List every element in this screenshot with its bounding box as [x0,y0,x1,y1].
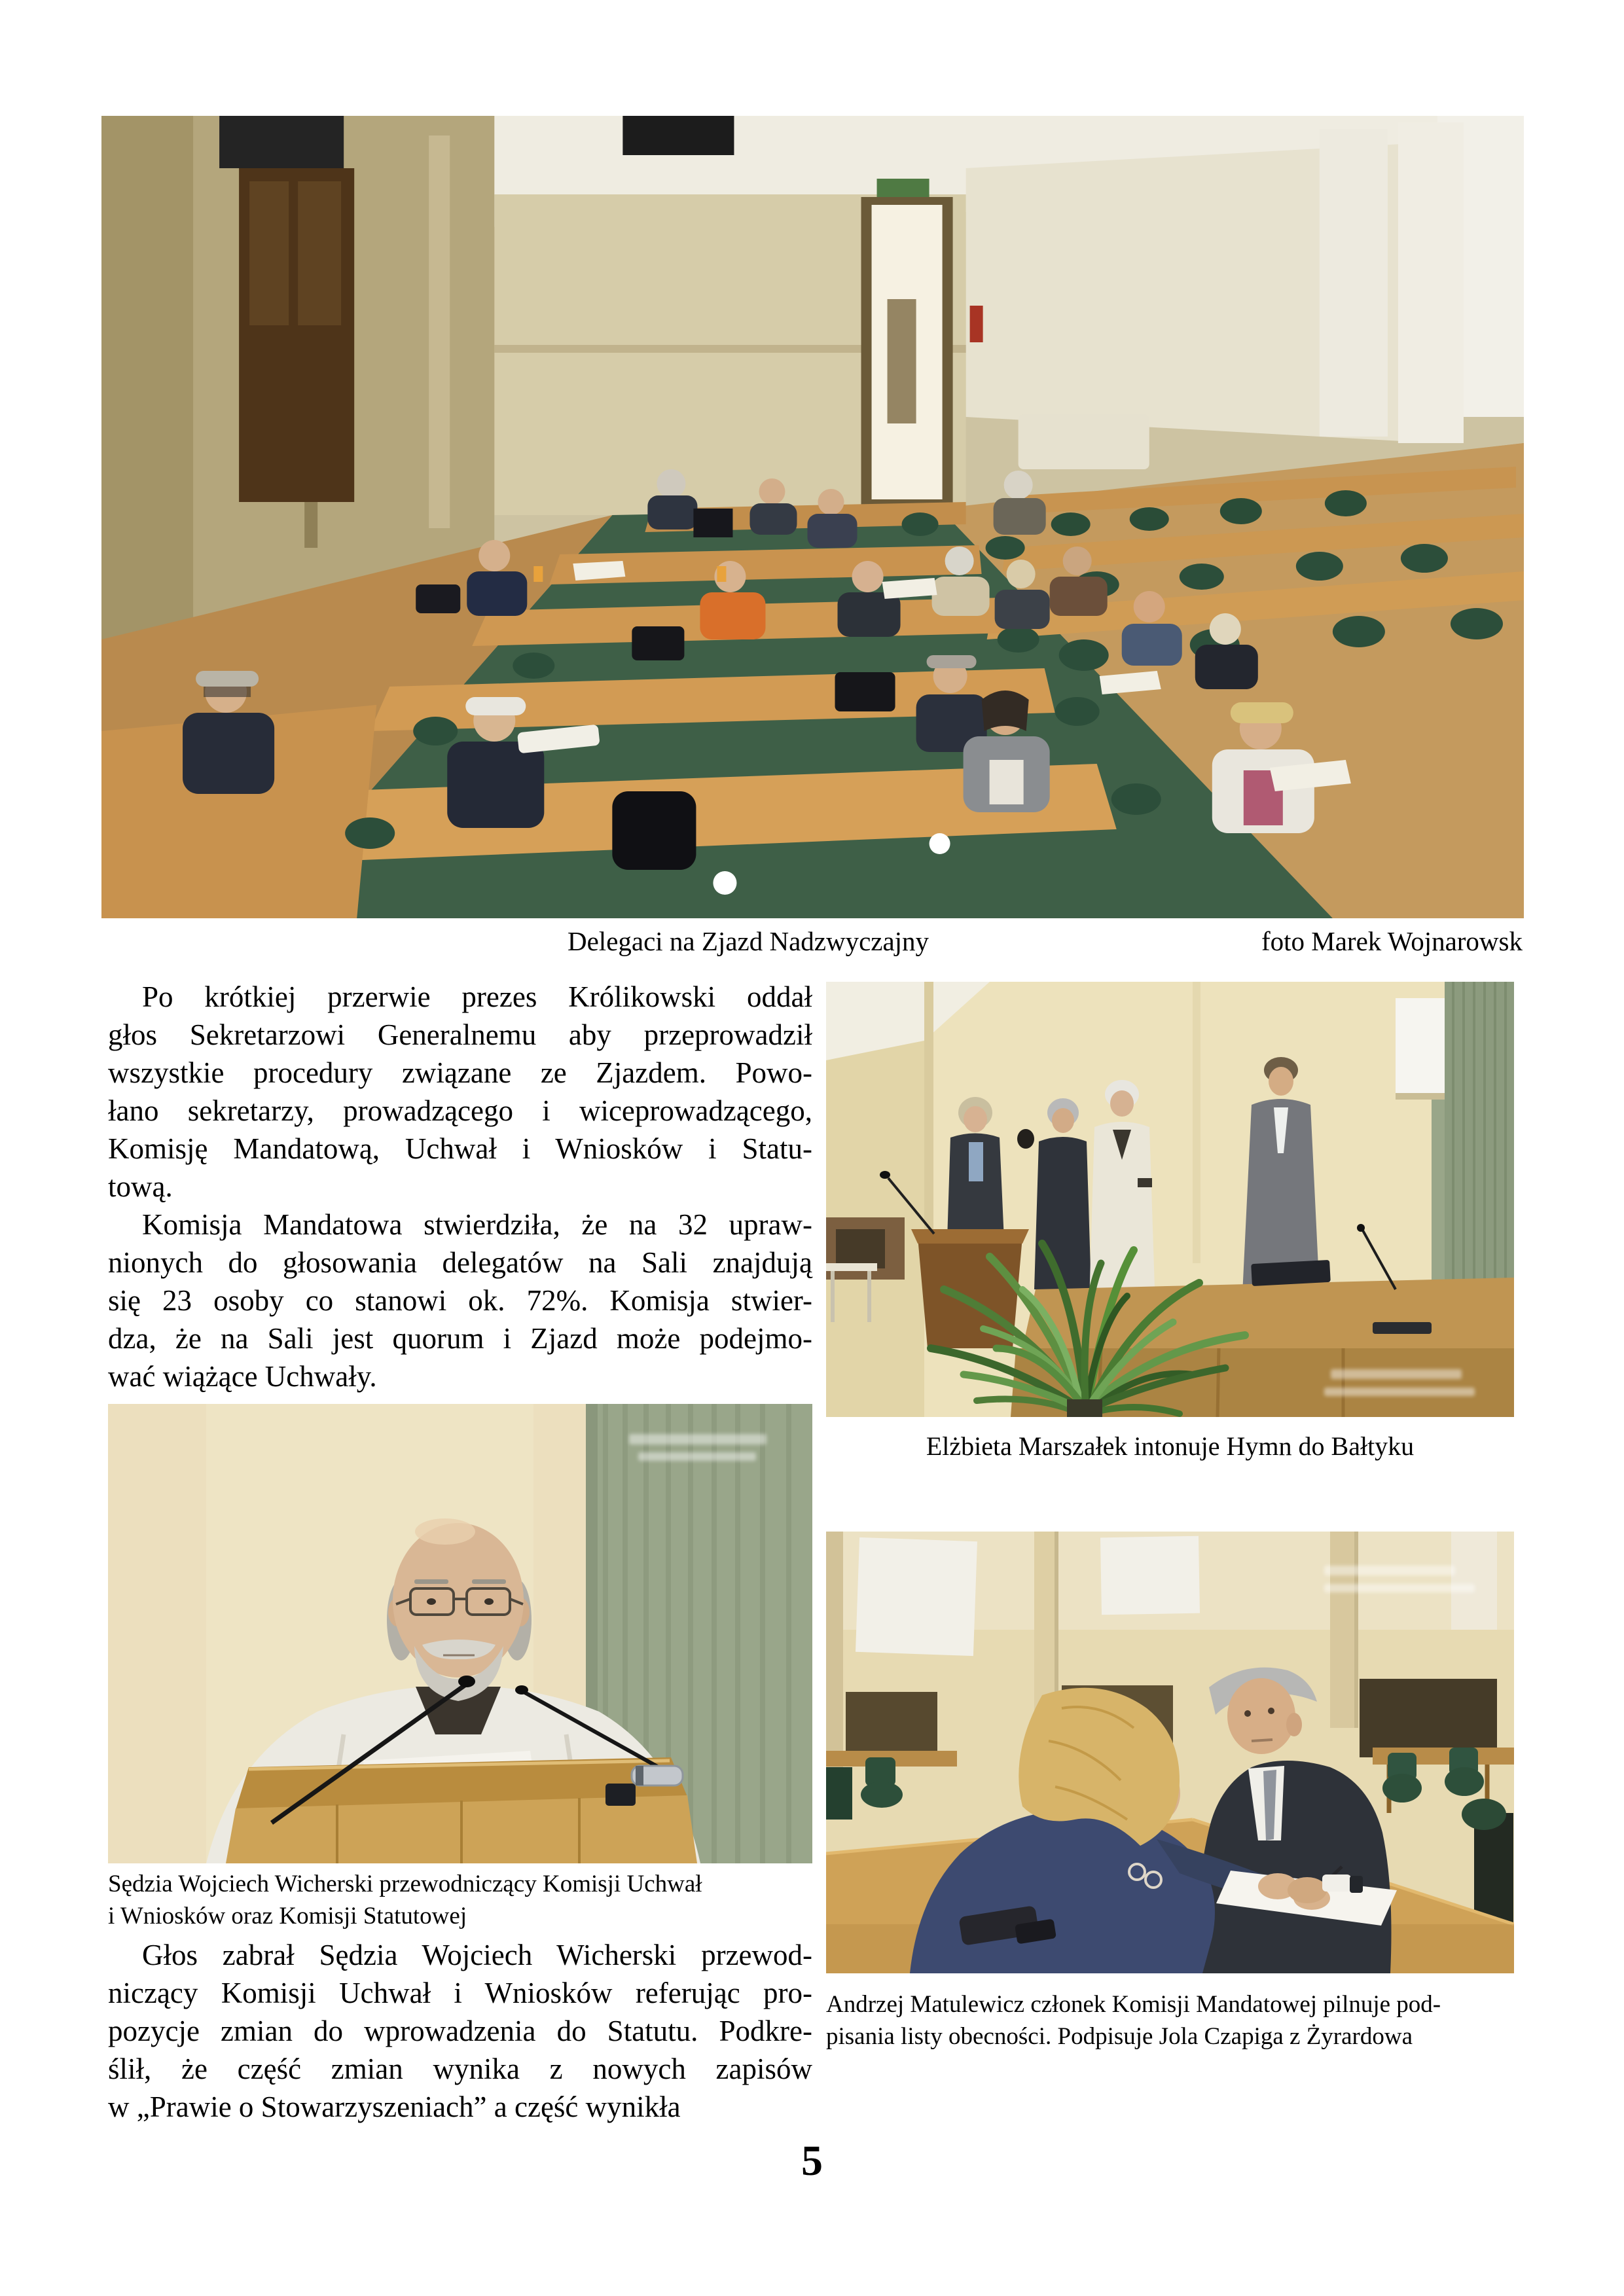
top-photo-caption-credit: foto Marek Wojnarowsk [1261,926,1523,956]
photo-delegates [101,116,1524,918]
photo-signing [826,1532,1514,1973]
photo-signing-caption: Andrzej Matulewicz członek Komisji Mandatowej pilnuje pod- pisania listy obecności. Podpisuje Jola Czapiga z Żyrardowa [826,1991,1441,2050]
photo-watermark [1324,1584,1475,1592]
photo-signing-image [826,1532,1514,1973]
article-paragraph-1: Po krótkiej przerwie prezes Królikowski oddał głos Sekretarzowi Generalnemu aby przeprowadził wszystkie procedury związane ze Zjazdem. Powo- łano sekretarzy, prowadzącego i wiceprowadzącego, Komisję Mandatową, Uchwał i Wniosków i Statu- tową. [108,980,812,1203]
article-column-continued [108,1936,812,2126]
photo-speaker-image [108,1404,812,1863]
photo-speaker-caption: Sędzia Wojciech Wicherski przewodniczący Komisji Uchwał i Wniosków oraz Komisji Statutowej [108,1871,702,1929]
photo-watermark [638,1452,756,1461]
photo-podium-group [826,982,1514,1417]
photo-watermark [1331,1369,1462,1379]
photo-watermark [1324,1566,1455,1575]
top-photo-caption-title: Delegaci na Zjazd Nadzwyczajny [568,926,929,956]
article-paragraph-3: Głos zabrał Sędzia Wojciech Wicherski przewod- niczący Komisji Uchwał i Wniosków referując pro- pozycje zmian do wprowadzenia do Statutu. Podkre- ślił, że część zmian wynika z nowych zapisów w „Prawie o Stowarzyszeniach” a część wynikła [108,1939,812,2123]
photo-watermark [1324,1388,1475,1396]
article-column [108,978,812,1395]
photo-watermark [629,1434,767,1444]
page-number: 5 [801,2137,823,2185]
photo-podium-group-image [826,982,1514,1417]
top-photo-caption [101,925,1524,965]
photo-podium-caption: Elżbieta Marszałek intonuje Hymn do Bałtyku [926,1431,1415,1461]
article-paragraph-2: Komisja Mandatowa stwierdziła, że na 32 upraw- nionych do głosowania delegatów na Sali znajdują się 23 osoby co stanowi ok. 72%. Komisja stwier- dza, że na Sali jest quorum i Zjazd może podejmo- wać wiążące Uchwały. [108,1208,812,1393]
photo-speaker [108,1404,812,1863]
photo-delegates-image [101,116,1524,918]
